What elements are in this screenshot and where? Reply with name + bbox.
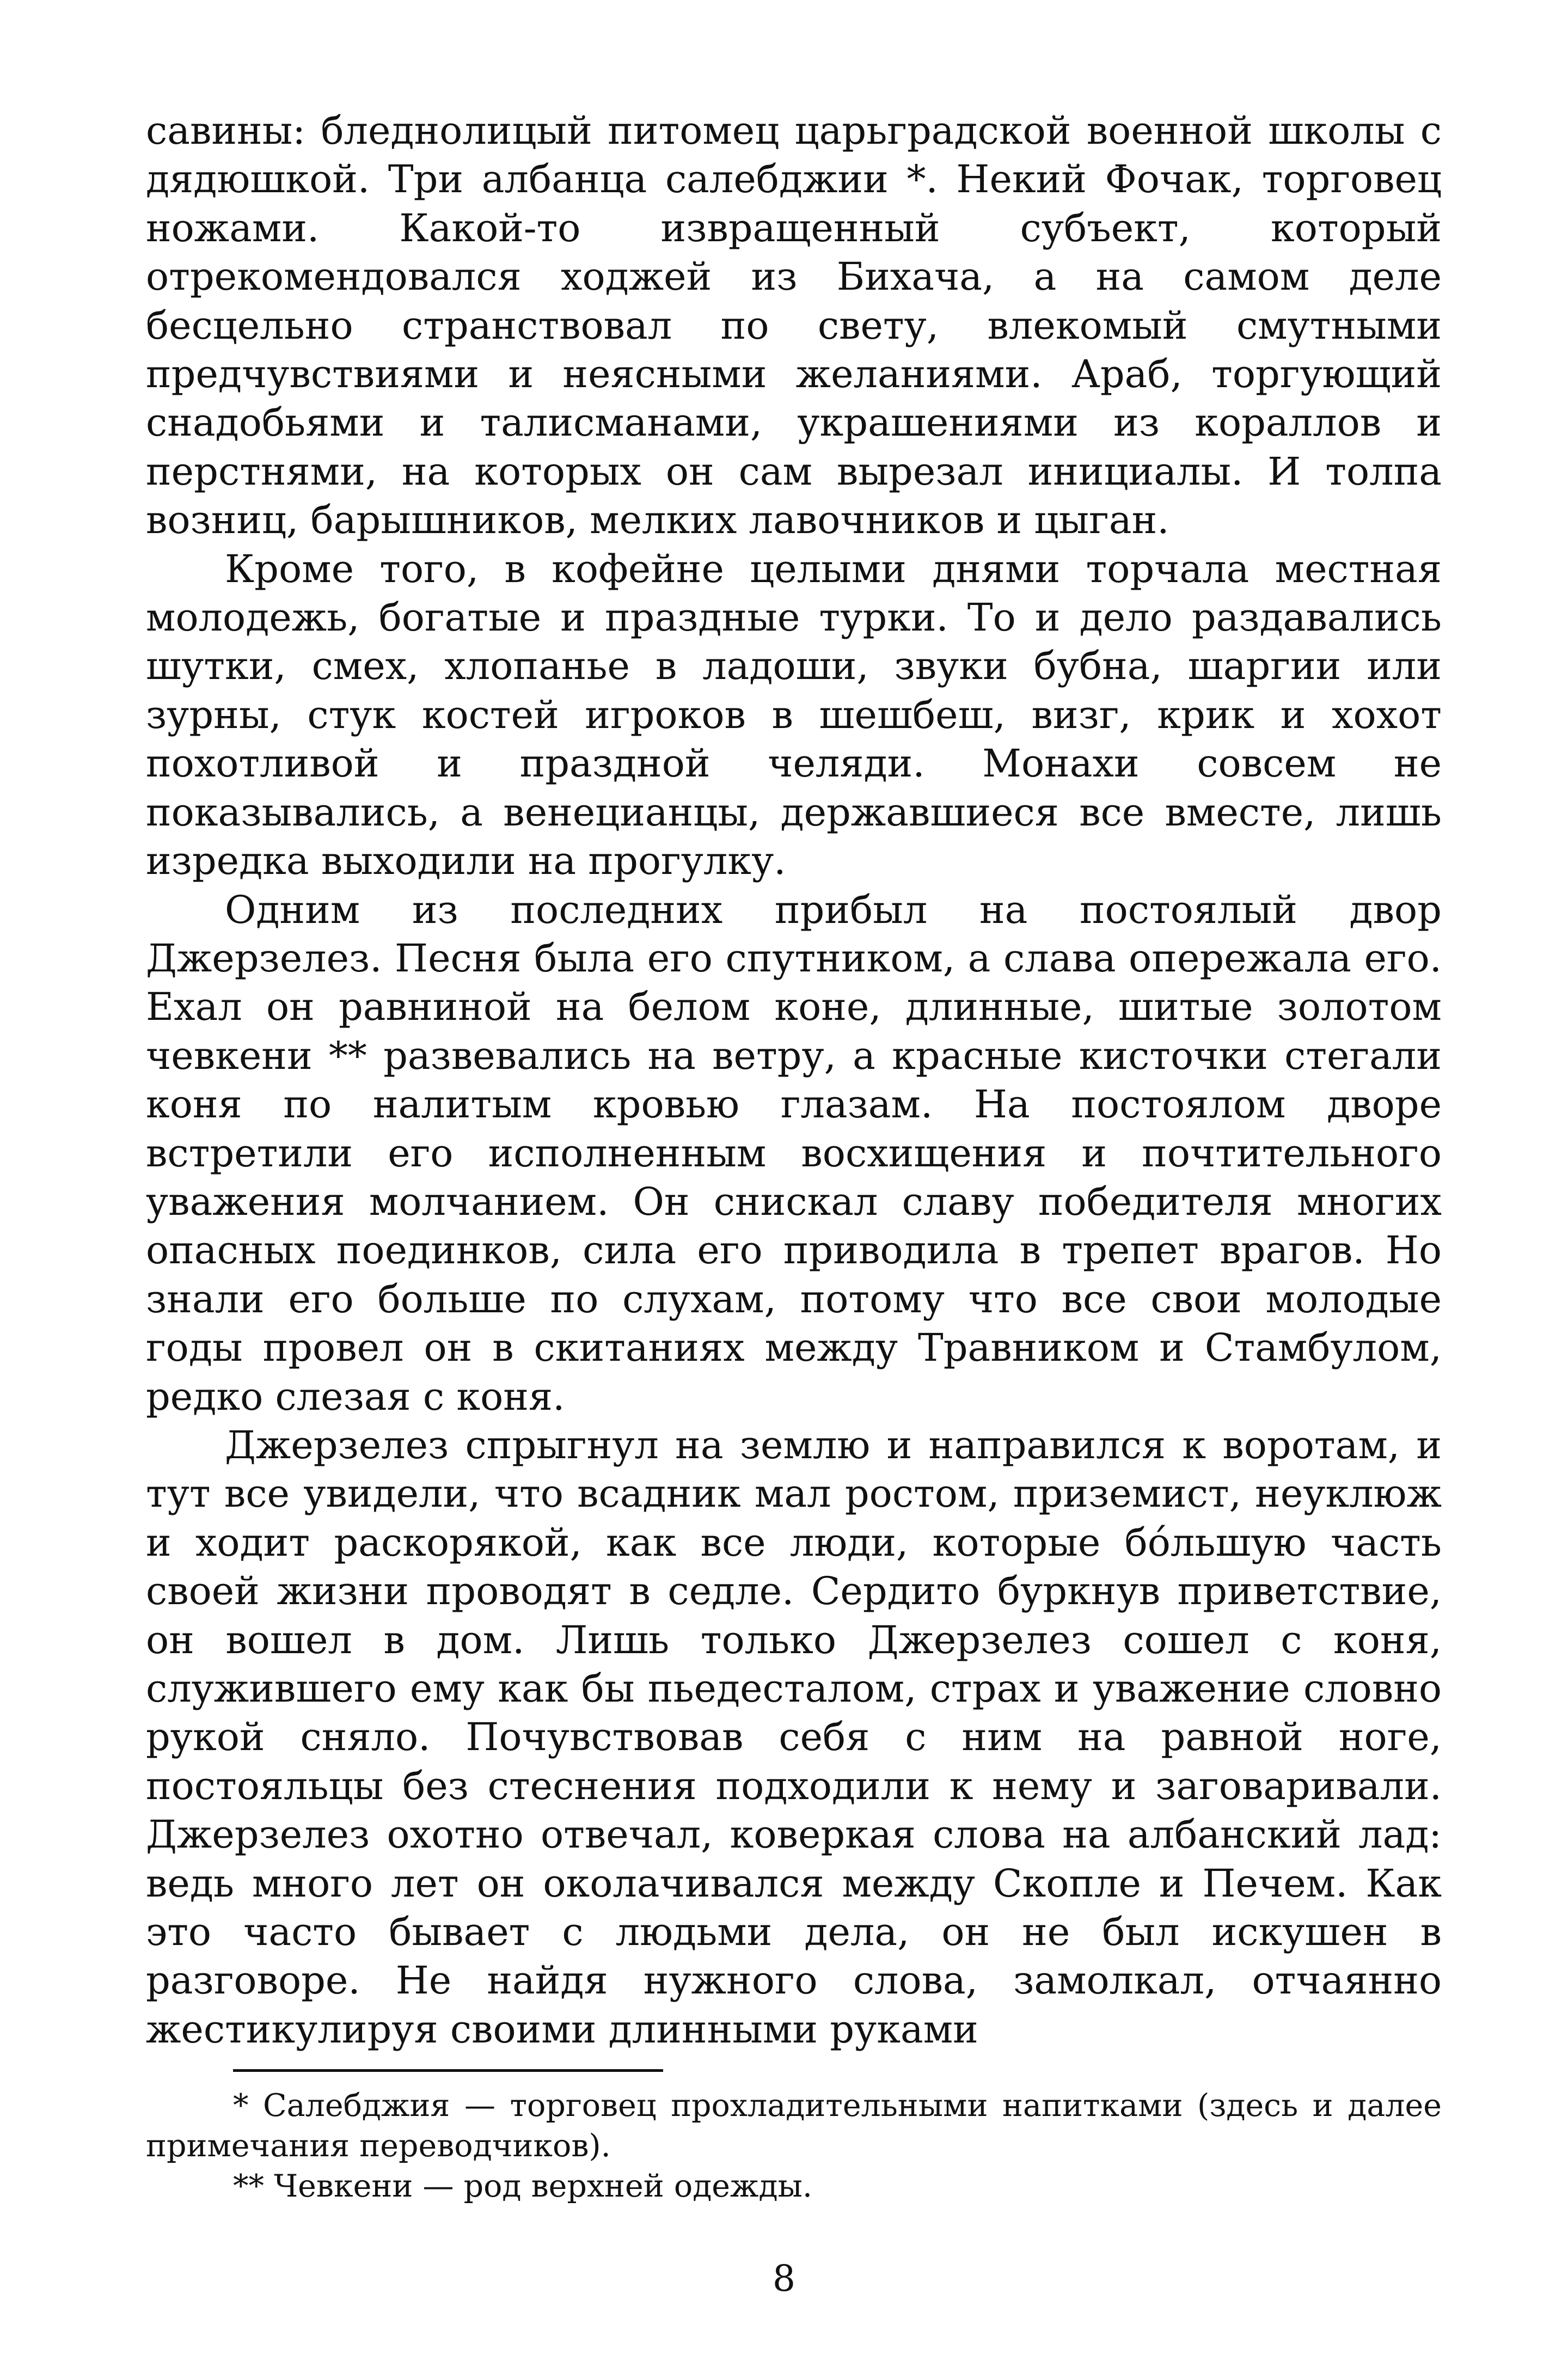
main-text — [146, 107, 1442, 2054]
page-number: 8 — [773, 2258, 795, 2299]
paragraph: Кроме того, в кофейне целыми днями торчала местная молодежь, богатые и праздные турки. То и дело раздавались шутки, смех, хлопанье в ладоши, звуки бубна, шаргии или зурны, стук костей игроков в шешбеш, визг, крик и хохот похотливой и праздной челяди. Монахи совсем не показывались, а венецианцы, державшиеся все вместе, лишь изредка выходили на прогулку. — [146, 546, 1442, 884]
footnote-separator — [233, 2069, 663, 2072]
footnote: * Салебджия — торговец прохладительными напитками (здесь и далее примечания переводчиков). — [146, 2088, 1442, 2164]
footnote: ** Чевкени — род верхней одежды. — [233, 2168, 813, 2204]
paragraph-continued: савины: бледнолицый питомец царьградской военной школы с дядюшкой. Три албанца салебджии *. Некий Фочак, торговец ножами. Какой-то извращенный субъект, который отрекомендовался ходжей из Бихача, а на самом деле бесцельно странствовал по свету, влекомый смутными предчувствиями и неясными желаниями. Араб, торгующий снадобьями и талисманами, украшениями из кораллов и перстнями, на которых он сам вырезал инициалы. И толпа возниц, барышников, мелких лавочников и цыган. — [146, 108, 1442, 543]
footnotes — [146, 2085, 1442, 2206]
paragraph: Джерзелез спрыгнул на землю и направился к воротам, и тут все увидели, что всадник мал ростом, приземист, неуклюж и ходит раскорякой, как все люди, которые бо́льшую часть своей жизни проводят в седле. Сердито буркнув приветствие, он вошел в дом. Лишь только Джерзелез сошел с коня, служившего ему как бы пьедесталом, страх и уважение словно рукой сняло. Почувствовав себя с ним на равной ноге, постояльцы без стеснения подходили к нему и заговаривали. Джерзелез охотно отвечал, коверкая слова на албанский лад: ведь много лет он околачивался между Скопле и Печем. Как это часто бывает с людьми дела, он не был искушен в разговоре. Не найдя нужного слова, замолкал, отчаянно жестикулируя своими длинными руками — [146, 1422, 1442, 2052]
paragraph: Одним из последних прибыл на постоялый двор Джерзелез. Песня была его спутником, а слава опережала его. Ехал он равниной на белом коне, длинные, шитые золотом чевкени ** развевались на ветру, а красные кисточки стегали коня по налитым кровью глазам. На постоялом дворе встретили его исполненным восхищения и почтительного уважения молчанием. Он снискал славу победителя многих опасных поединков, сила его приводила в трепет врагов. Но знали его больше по слухам, потому что все свои молодые годы провел он в скитаниях между Травником и Стамбулом, редко слезая с коня. — [146, 887, 1442, 1419]
